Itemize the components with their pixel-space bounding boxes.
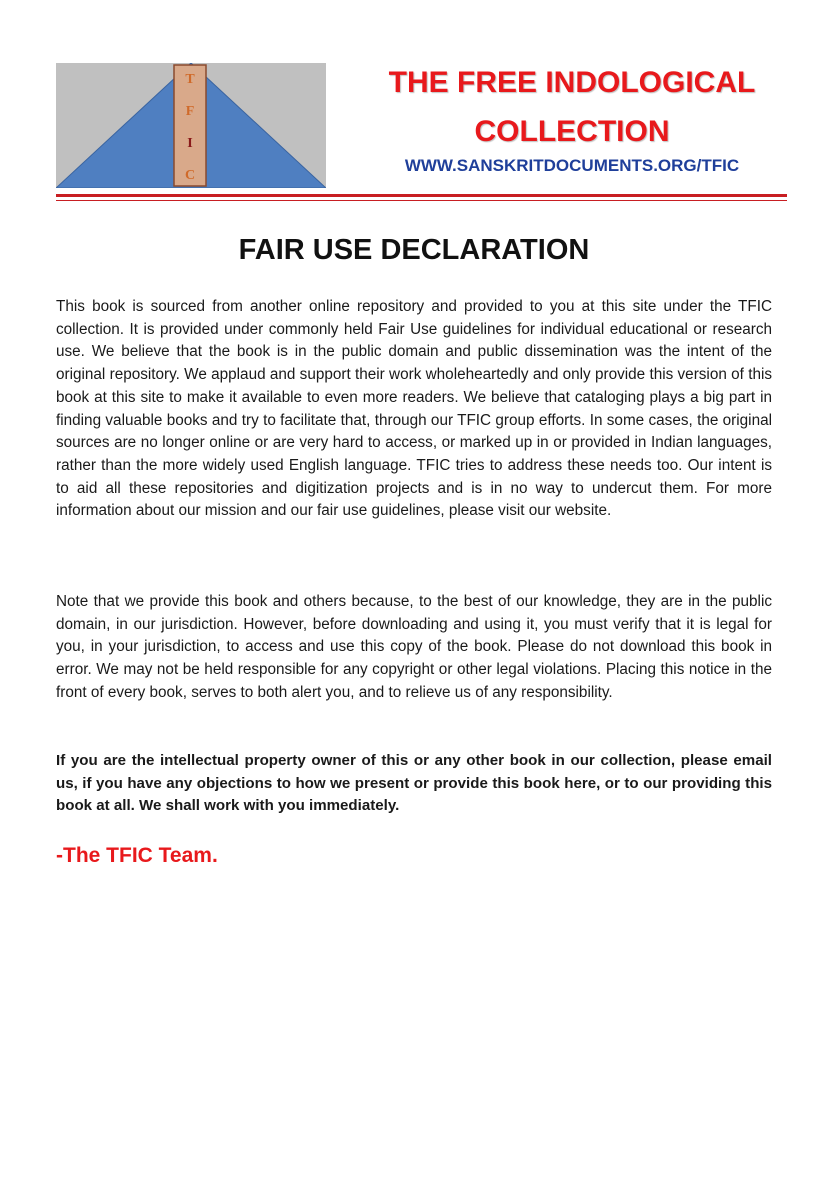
paragraph-legal-notice: Note that we provide this book and others because, to the best of our knowledge, they are in the public domain, in our jurisdiction. However, before downloading and using it, you must verify that it is legal for you, in your jurisdiction, to access and use this copy of the book. Please do not download this book in error. We may not be held responsible for any copyright or other legal violations. Placing this notice in the front of every book, serves to both alert you, and to relieve us of any responsibility. xyxy=(56,593,772,701)
header-divider-thick xyxy=(56,194,787,197)
logo-letter-i: I xyxy=(187,136,193,151)
document-title: FAIR USE DECLARATION xyxy=(238,234,590,266)
collection-title xyxy=(372,58,772,156)
tfic-logo-graphic xyxy=(56,63,326,188)
signature: -The TFIC Team. xyxy=(56,844,218,867)
collection-title-line1: THE FREE INDOLOGICAL xyxy=(388,66,756,99)
collection-title-line2: COLLECTION xyxy=(474,115,670,148)
logo-letter-c: C xyxy=(184,168,196,183)
logo-letter-f: F xyxy=(185,104,195,119)
logo-letter-t: T xyxy=(185,72,195,87)
header-divider-thin xyxy=(56,200,787,201)
tfic-logo xyxy=(56,63,326,188)
paragraph-fair-use: This book is sourced from another online repository and provided to you at this site under the TFIC collection. It is provided under commonly held Fair Use guidelines for individual educational or research use. We believe that the book is in the public domain and public dissemination was the intent of the original repository. We applaud and support their work wholeheartedly and only provide this version of this book at this site to make it available to even more readers. We believe that cataloging plays a big part in finding valuable books and try to facilitate that, through our TFIC group efforts. In some cases, the original sources are no longer online or are very hard to access, or marked up in or provided in Indian languages, rather than the more widely used English language. TFIC tries to address these needs too. Our intent is to aid all these repositories and digitization projects and is in no way to undercut them. For more information about our mission and our fair use guidelines, please visit our website. xyxy=(56,298,772,520)
paragraph-owner-contact: If you are the intellectual property owner of this or any other book in our collection, please email us, if you have any objections to how we present or provide this book here, or to our providing this book at all. We shall work with you immediately. xyxy=(56,752,772,815)
website-url: WWW.SANSKRITDOCUMENTS.ORG/TFIC xyxy=(404,156,740,175)
